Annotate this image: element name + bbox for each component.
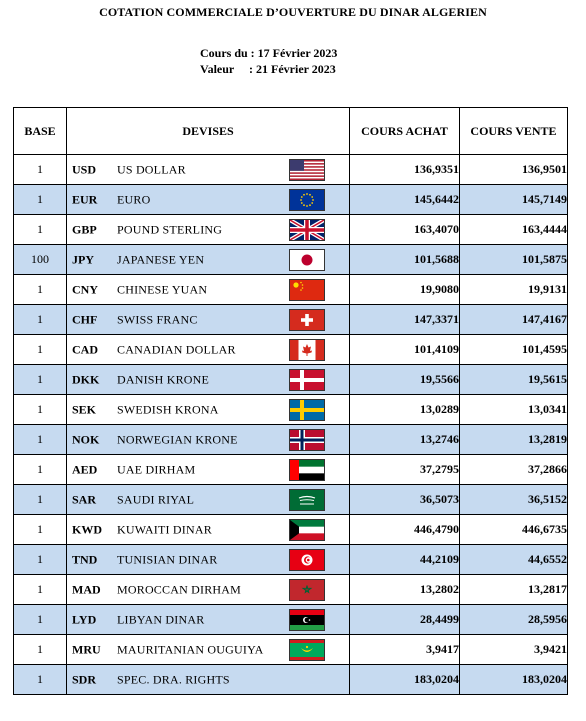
currency-code: SAR [72, 492, 97, 506]
cours-achat-cell: 163,4070 [350, 215, 460, 245]
saudi-flag-icon [289, 489, 325, 511]
currency-code: SEK [72, 402, 97, 416]
cours-achat-cell: 19,9080 [350, 275, 460, 305]
table-row-lyd [14, 605, 568, 635]
devise-cell [67, 665, 350, 695]
table-row-jpy [14, 245, 568, 275]
cours-achat-cell: 446,4790 [350, 515, 460, 545]
cours-vente-cell: 13,0341 [460, 395, 568, 425]
cours-vente-cell: 3,9421 [460, 635, 568, 665]
devise-cell [67, 305, 350, 335]
cours-achat-cell: 13,2746 [350, 425, 460, 455]
currency-name: KUWAITI DINAR [117, 522, 212, 536]
table-row-mad [14, 575, 568, 605]
cours-achat-cell: 19,5566 [350, 365, 460, 395]
currency-code: AED [72, 462, 98, 476]
currency-name: SPEC. DRA. RIGHTS [117, 672, 230, 686]
table-row-mru [14, 635, 568, 665]
currency-code: USD [72, 162, 97, 176]
table-row-sdr [14, 665, 568, 695]
currency-name: LIBYAN DINAR [117, 612, 205, 626]
cours-vente-cell: 183,0204 [460, 665, 568, 695]
devise-cell [67, 605, 350, 635]
devise-cell [67, 215, 350, 245]
cours-achat-cell: 13,0289 [350, 395, 460, 425]
currency-code: TND [72, 552, 98, 566]
base-cell: 1 [14, 215, 67, 245]
cours-vente-cell: 37,2866 [460, 455, 568, 485]
cours-achat-cell: 13,2802 [350, 575, 460, 605]
column-header-cours-achat: COURS ACHAT [350, 108, 460, 155]
libya-flag-icon [289, 609, 325, 631]
cours-vente-cell: 101,4595 [460, 335, 568, 365]
table-row-usd [14, 155, 568, 185]
base-cell: 1 [14, 455, 67, 485]
currency-name: EURO [117, 192, 151, 206]
currency-name: POUND STERLING [117, 222, 223, 236]
canada-flag-icon [289, 339, 325, 361]
currency-code: DKK [72, 372, 100, 386]
cours-date: Cours du : 17 Février 2023 [200, 46, 338, 60]
uae-flag-icon [289, 459, 325, 481]
base-cell: 1 [14, 515, 67, 545]
devise-cell [67, 155, 350, 185]
currency-name: TUNISIAN DINAR [117, 552, 218, 566]
currency-code: CAD [72, 342, 98, 356]
currency-name: JAPANESE YEN [117, 252, 205, 266]
cours-vente-cell: 13,2817 [460, 575, 568, 605]
cours-achat-cell: 183,0204 [350, 665, 460, 695]
eu-flag-icon [289, 189, 325, 211]
currency-name: US DOLLAR [117, 162, 186, 176]
valeur-date: Valeur : 21 Février 2023 [200, 62, 336, 76]
table-row-sar [14, 485, 568, 515]
base-cell: 1 [14, 665, 67, 695]
table-row-tnd [14, 545, 568, 575]
currency-code: SDR [72, 672, 97, 686]
cours-achat-cell: 44,2109 [350, 545, 460, 575]
devise-cell [67, 575, 350, 605]
base-cell: 1 [14, 395, 67, 425]
cours-achat-cell: 101,5688 [350, 245, 460, 275]
us-flag-icon [289, 159, 325, 181]
table-row-aed [14, 455, 568, 485]
currency-code: GBP [72, 222, 97, 236]
uk-flag-icon [289, 219, 325, 241]
table-row-gbp [14, 215, 568, 245]
base-cell: 1 [14, 155, 67, 185]
cours-achat-cell: 136,9351 [350, 155, 460, 185]
cours-achat-cell: 3,9417 [350, 635, 460, 665]
cours-achat-cell: 147,3371 [350, 305, 460, 335]
cours-vente-cell: 101,5875 [460, 245, 568, 275]
cours-achat-cell: 101,4109 [350, 335, 460, 365]
base-cell: 1 [14, 335, 67, 365]
devise-cell [67, 485, 350, 515]
cours-vente-cell: 19,5615 [460, 365, 568, 395]
currency-code: EUR [72, 192, 98, 206]
china-flag-icon [289, 279, 325, 301]
cours-vente-cell: 147,4167 [460, 305, 568, 335]
currency-name: DANISH KRONE [117, 372, 210, 386]
table-row-dkk [14, 365, 568, 395]
cours-vente-cell: 136,9501 [460, 155, 568, 185]
tunisia-flag-icon [289, 549, 325, 571]
cours-vente-cell: 446,6735 [460, 515, 568, 545]
base-cell: 1 [14, 425, 67, 455]
base-cell: 1 [14, 305, 67, 335]
cours-achat-cell: 28,4499 [350, 605, 460, 635]
devise-cell [67, 425, 350, 455]
currency-name: MOROCCAN DIRHAM [117, 582, 242, 596]
date-block [200, 45, 337, 77]
currency-code: CHF [72, 312, 98, 326]
column-header-base: BASE [14, 108, 67, 155]
devise-cell [67, 185, 350, 215]
cours-vente-cell: 28,5956 [460, 605, 568, 635]
currency-code: CNY [72, 282, 98, 296]
base-cell: 1 [14, 545, 67, 575]
exchange-rate-table [13, 107, 568, 695]
currency-name: UAE DIRHAM [117, 462, 196, 476]
devise-cell [67, 245, 350, 275]
base-cell: 1 [14, 485, 67, 515]
cours-achat-cell: 145,6442 [350, 185, 460, 215]
table-row-sek [14, 395, 568, 425]
document-title: COTATION COMMERCIALE D’OUVERTURE DU DINAR ALGERIEN [99, 5, 487, 19]
sweden-flag-icon [289, 399, 325, 421]
kuwait-flag-icon [289, 519, 325, 541]
currency-code: NOK [72, 432, 100, 446]
devise-cell [67, 395, 350, 425]
currency-code: MAD [72, 582, 101, 596]
norway-flag-icon [289, 429, 325, 451]
table-header-row [14, 108, 568, 155]
devise-cell [67, 275, 350, 305]
denmark-flag-icon [289, 369, 325, 391]
devise-cell [67, 455, 350, 485]
devise-cell [67, 335, 350, 365]
currency-code: JPY [72, 252, 94, 266]
morocco-flag-icon [289, 579, 325, 601]
currency-code: LYD [72, 612, 97, 626]
base-cell: 1 [14, 635, 67, 665]
devise-cell [67, 635, 350, 665]
table-row-nok [14, 425, 568, 455]
devise-cell [67, 515, 350, 545]
currency-name: CHINESE YUAN [117, 282, 208, 296]
japan-flag-icon [289, 249, 325, 271]
base-cell: 1 [14, 605, 67, 635]
devise-cell [67, 365, 350, 395]
base-cell: 100 [14, 245, 67, 275]
cours-vente-cell: 163,4444 [460, 215, 568, 245]
cours-vente-cell: 13,2819 [460, 425, 568, 455]
base-cell: 1 [14, 185, 67, 215]
table-row-kwd [14, 515, 568, 545]
base-cell: 1 [14, 575, 67, 605]
column-header-devises: DEVISES [67, 108, 350, 155]
currency-name: SAUDI RIYAL [117, 492, 195, 506]
cours-vente-cell: 44,6552 [460, 545, 568, 575]
table-row-chf [14, 305, 568, 335]
currency-name: MAURITANIAN OUGUIYA [117, 642, 264, 656]
switzerland-flag-icon [289, 309, 325, 331]
base-cell: 1 [14, 365, 67, 395]
table-body [14, 155, 568, 695]
cours-achat-cell: 36,5073 [350, 485, 460, 515]
currency-code: MRU [72, 642, 101, 656]
currency-name: NORWEGIAN KRONE [117, 432, 238, 446]
cours-vente-cell: 19,9131 [460, 275, 568, 305]
table-row-cny [14, 275, 568, 305]
cours-vente-cell: 36,5152 [460, 485, 568, 515]
table-row-cad [14, 335, 568, 365]
currency-name: SWISS FRANC [117, 312, 198, 326]
currency-name: CANADIAN DOLLAR [117, 342, 236, 356]
base-cell: 1 [14, 275, 67, 305]
table-row-eur [14, 185, 568, 215]
mauritania-flag-icon [289, 639, 325, 661]
cours-achat-cell: 37,2795 [350, 455, 460, 485]
currency-code: KWD [72, 522, 102, 536]
devise-cell [67, 545, 350, 575]
currency-name: SWEDISH KRONA [117, 402, 219, 416]
cours-vente-cell: 145,7149 [460, 185, 568, 215]
column-header-cours-vente: COURS VENTE [460, 108, 568, 155]
